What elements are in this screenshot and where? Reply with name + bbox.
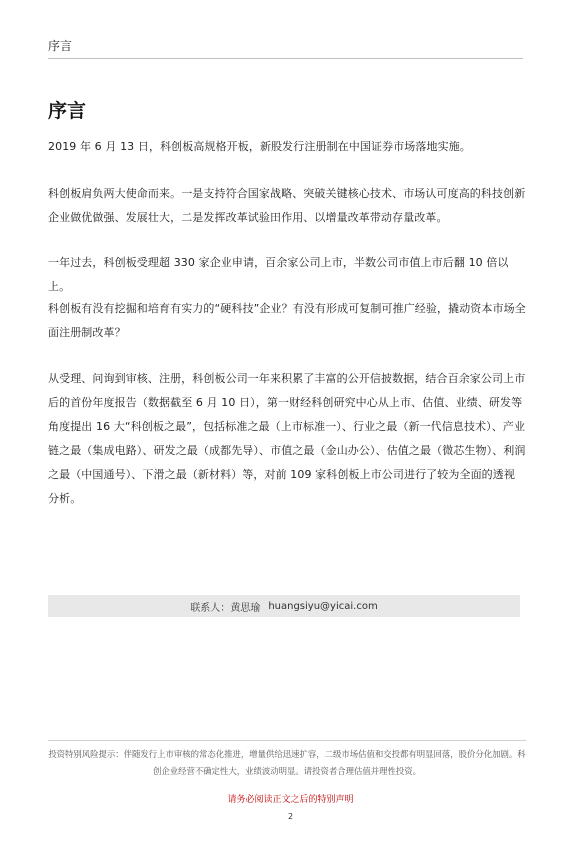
paragraph-3: 一年过去，科创板受理超 330 家企业申请，百余家公司上市，半数公司市值上市后翻 10 倍以上。 xyxy=(48,256,509,293)
running-header-title: 序言 xyxy=(48,39,73,53)
contact-label: 联系人： xyxy=(190,602,231,614)
disclaimer-link[interactable]: 请务必阅读正文之后的特别声明 xyxy=(227,795,354,805)
contact-email[interactable]: huangsiyu@yicai.com xyxy=(268,600,378,612)
header-divider xyxy=(48,58,523,59)
page-number: 2 xyxy=(287,812,294,821)
paragraph-4: 科创板有没有挖掘和培育有实力的“硬科技”企业？有没有形成可复制可推广经验，撬动资本市场全面注册制改革？ xyxy=(48,302,526,339)
paragraph-2: 科创板肩负两大使命而来。一是支持符合国家战略、突破关键核心技术、市场认可度高的科技创新企业做优做强、发展壮大，二是发挥改革试验田作用、以增量改革带动存量改革。 xyxy=(48,187,526,224)
contact-bar xyxy=(48,595,520,617)
footer-divider xyxy=(48,740,526,741)
paragraph-1: 2019 年 6 月 13 日，科创板高规格开板，新股发行注册制在中国证券市场落地实施。 xyxy=(48,140,471,153)
risk-notice: 投资特别风险提示：伴随发行上市审核的常态化推进，增量供给迅速扩容，二级市场估值和交投都有明显回落，股价分化加剧。科创企业经营不确定性大，业绩波动明显。请投资者合理估值并理性投资。 xyxy=(48,749,526,776)
section-title: 序言 xyxy=(48,100,87,122)
contact-name: 黄思瑜 xyxy=(230,602,261,614)
paragraph-5: 从受理、问询到审核、注册，科创板公司一年来积累了丰富的公开信披数据，结合百余家公司上市后的首份年度报告（数据截至 6 月 10 日），第一财经科创研究中心从上市、估值、业绩、研发等角度提出 16 大“科创板之最”，包括标准之最（上市标准一）、行业之最（新一代信息技术）、产业链之最（集成电路）、研发之最（成都先导）、市值之最（金山办公）、估值之最（微芯生物）、利润之最（中国通号）、下滑之最（新材料）等，对前 109 家科创板上市公司进行了较为全面的透视分析。 xyxy=(48,372,526,505)
